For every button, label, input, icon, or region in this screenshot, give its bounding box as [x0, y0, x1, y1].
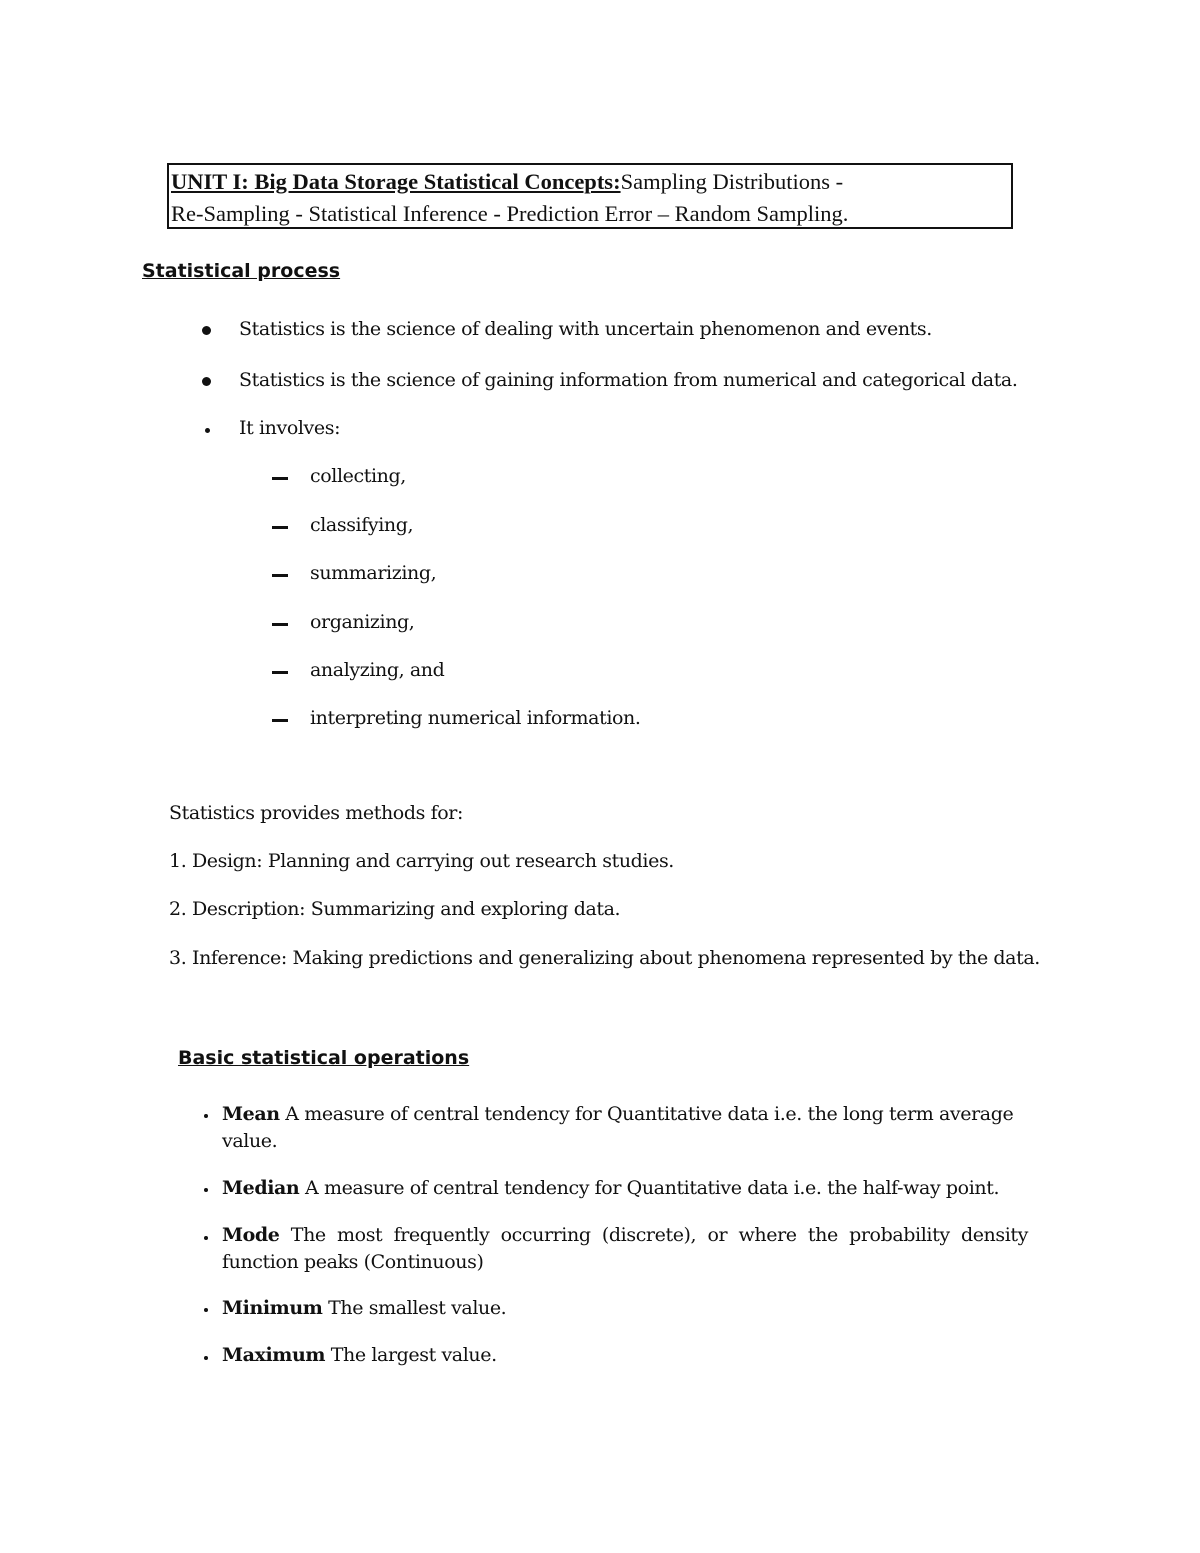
sub-item: classifying,: [310, 514, 414, 536]
operation-term: Median: [222, 1177, 300, 1199]
operation-term: Minimum: [222, 1297, 323, 1319]
unit-title-line-2: Re-Sampling - Statistical Inference - Prediction Error – Random Sampling.: [171, 201, 849, 226]
bullet-icon: [204, 1308, 208, 1312]
operation-desc: The largest value.: [330, 1344, 497, 1366]
bullet-icon: [204, 1356, 208, 1360]
operation-desc: A measure of central tendency for Quantitative data i.e. the long term average value.: [222, 1103, 1014, 1152]
bullet-icon: [202, 377, 211, 386]
operation-item-median: [222, 1175, 1028, 1202]
bullet-text: It involves:: [239, 417, 341, 439]
unit-title-bold: UNIT I: Big Data Storage Statistical Concepts:: [171, 169, 621, 194]
bullet-icon: [205, 428, 210, 433]
operation-item-maximum: [222, 1342, 1028, 1369]
dash-icon: [272, 623, 288, 626]
methods-item: 3. Inference: Making predictions and generalizing about phenomena represented by the data.: [169, 947, 1040, 969]
sub-item: collecting,: [310, 465, 406, 487]
unit-title-line-1: [171, 167, 843, 197]
methods-item: 2. Description: Summarizing and exploring data.: [169, 898, 621, 920]
operation-desc: The smallest value.: [328, 1297, 507, 1319]
operation-term: Maximum: [222, 1344, 326, 1366]
operation-desc: The most frequently occurring (discrete), or where the probability density function peaks (Continuous): [222, 1224, 1028, 1273]
operation-item-mode: [222, 1222, 1028, 1276]
section-heading-basic-operations: Basic statistical operations: [178, 1047, 470, 1069]
operation-item-minimum: [222, 1295, 1028, 1322]
operation-term: Mode: [222, 1224, 280, 1246]
bullet-text: Statistics is the science of gaining information from numerical and categorical data.: [239, 369, 1018, 391]
sub-item: summarizing,: [310, 562, 437, 584]
dash-icon: [272, 671, 288, 674]
dash-icon: [272, 719, 288, 722]
bullet-text: Statistics is the science of dealing with uncertain phenomenon and events.: [239, 318, 932, 340]
sub-item: interpreting numerical information.: [310, 707, 641, 729]
bullet-icon: [204, 1188, 208, 1192]
dash-icon: [272, 574, 288, 577]
sub-item: organizing,: [310, 611, 415, 633]
methods-item: 1. Design: Planning and carrying out research studies.: [169, 850, 674, 872]
bullet-icon: [202, 326, 211, 335]
unit-title-box: [167, 163, 1013, 229]
dash-icon: [272, 477, 288, 480]
bullet-icon: [204, 1114, 208, 1118]
bullet-icon: [204, 1236, 208, 1240]
sub-item: analyzing, and: [310, 659, 445, 681]
operation-desc: A measure of central tendency for Quantitative data i.e. the half-way point.: [305, 1177, 1000, 1199]
section-heading-statistical-process: Statistical process: [142, 260, 341, 282]
methods-intro: Statistics provides methods for:: [169, 802, 463, 824]
operation-term: Mean: [222, 1103, 280, 1125]
dash-icon: [272, 526, 288, 529]
unit-title-topics-1: Sampling Distributions -: [620, 169, 844, 194]
operation-item-mean: [222, 1101, 1028, 1155]
